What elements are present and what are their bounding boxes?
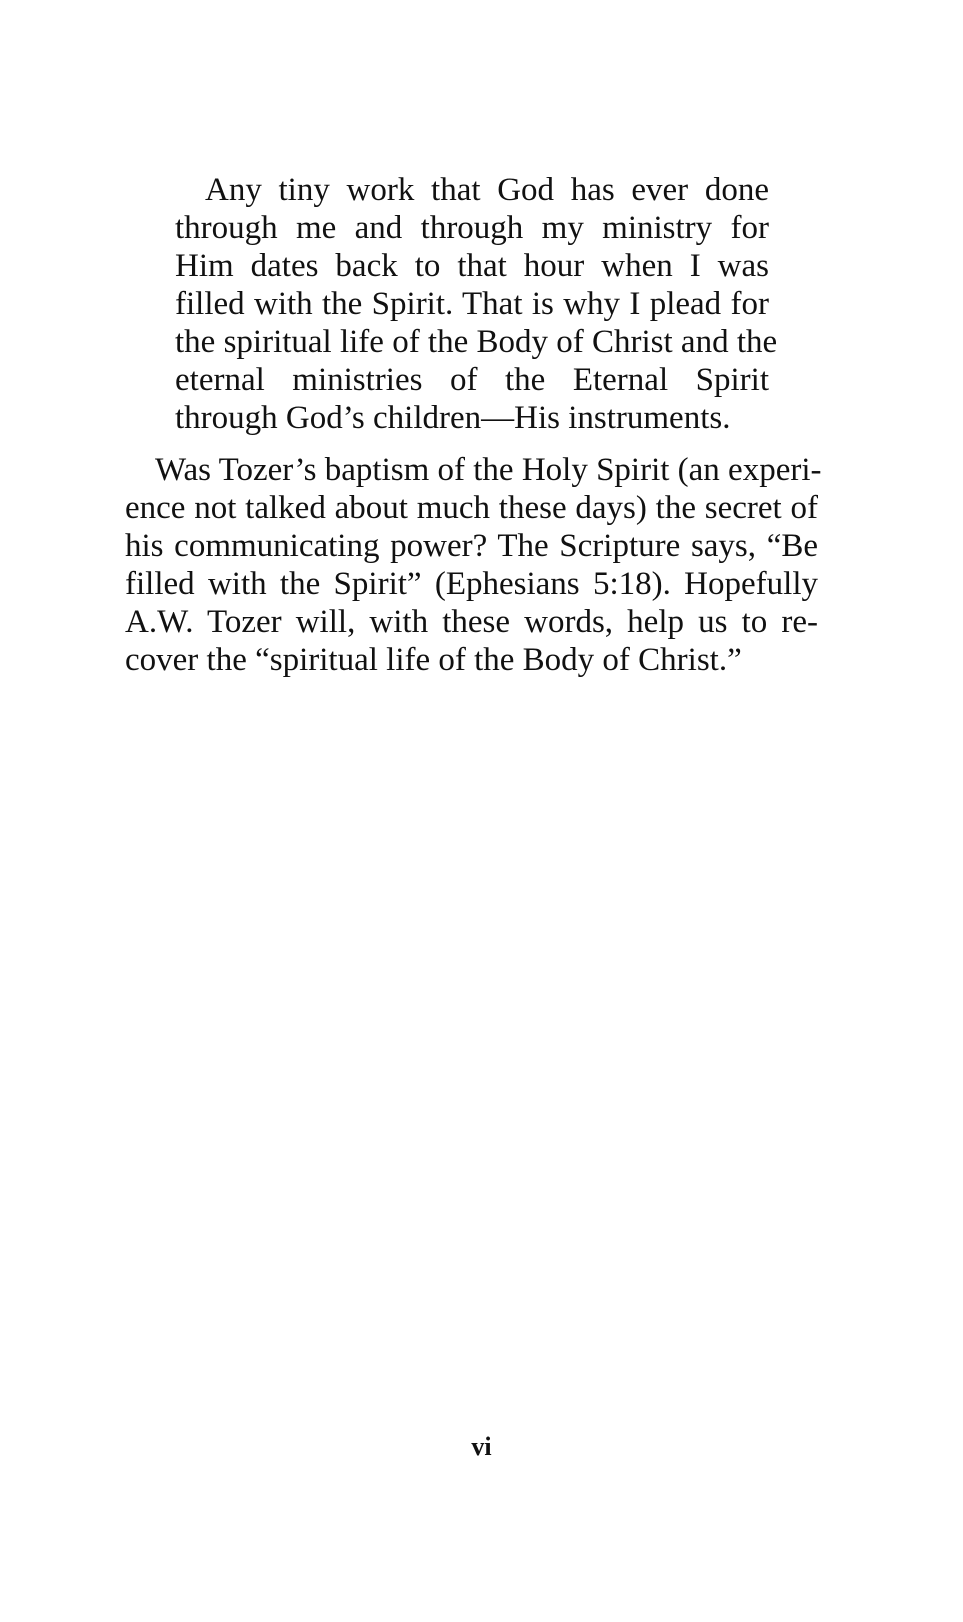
quote-line: through God’s children—His instruments. xyxy=(175,400,731,436)
body-line: his communicating power? The Scripture says, “Be xyxy=(125,528,818,564)
quote-line: filled with the Spirit. That is why I plead for xyxy=(175,286,769,322)
page-number: vi xyxy=(471,1432,492,1461)
body-line: filled with the Spirit” (Ephesians 5:18). Hopefully xyxy=(125,566,818,602)
body-line: cover the “spiritual life of the Body of Christ.” xyxy=(125,642,742,678)
body-line: A.W. Tozer will, with these words, help us to re- xyxy=(125,604,818,640)
quote-line: Him dates back to that hour when I was xyxy=(175,248,769,284)
quote-line: Any tiny work that God has ever done xyxy=(205,172,769,208)
body-line: Was Tozer’s baptism of the Holy Spirit (an experi- xyxy=(155,452,822,488)
quote-line: through me and through my ministry for xyxy=(175,210,769,246)
body-line: ence not talked about much these days) the secret of xyxy=(125,490,818,526)
quote-line: the spiritual life of the Body of Christ and the xyxy=(175,324,778,360)
quote-line: eternal ministries of the Eternal Spirit xyxy=(175,362,769,398)
